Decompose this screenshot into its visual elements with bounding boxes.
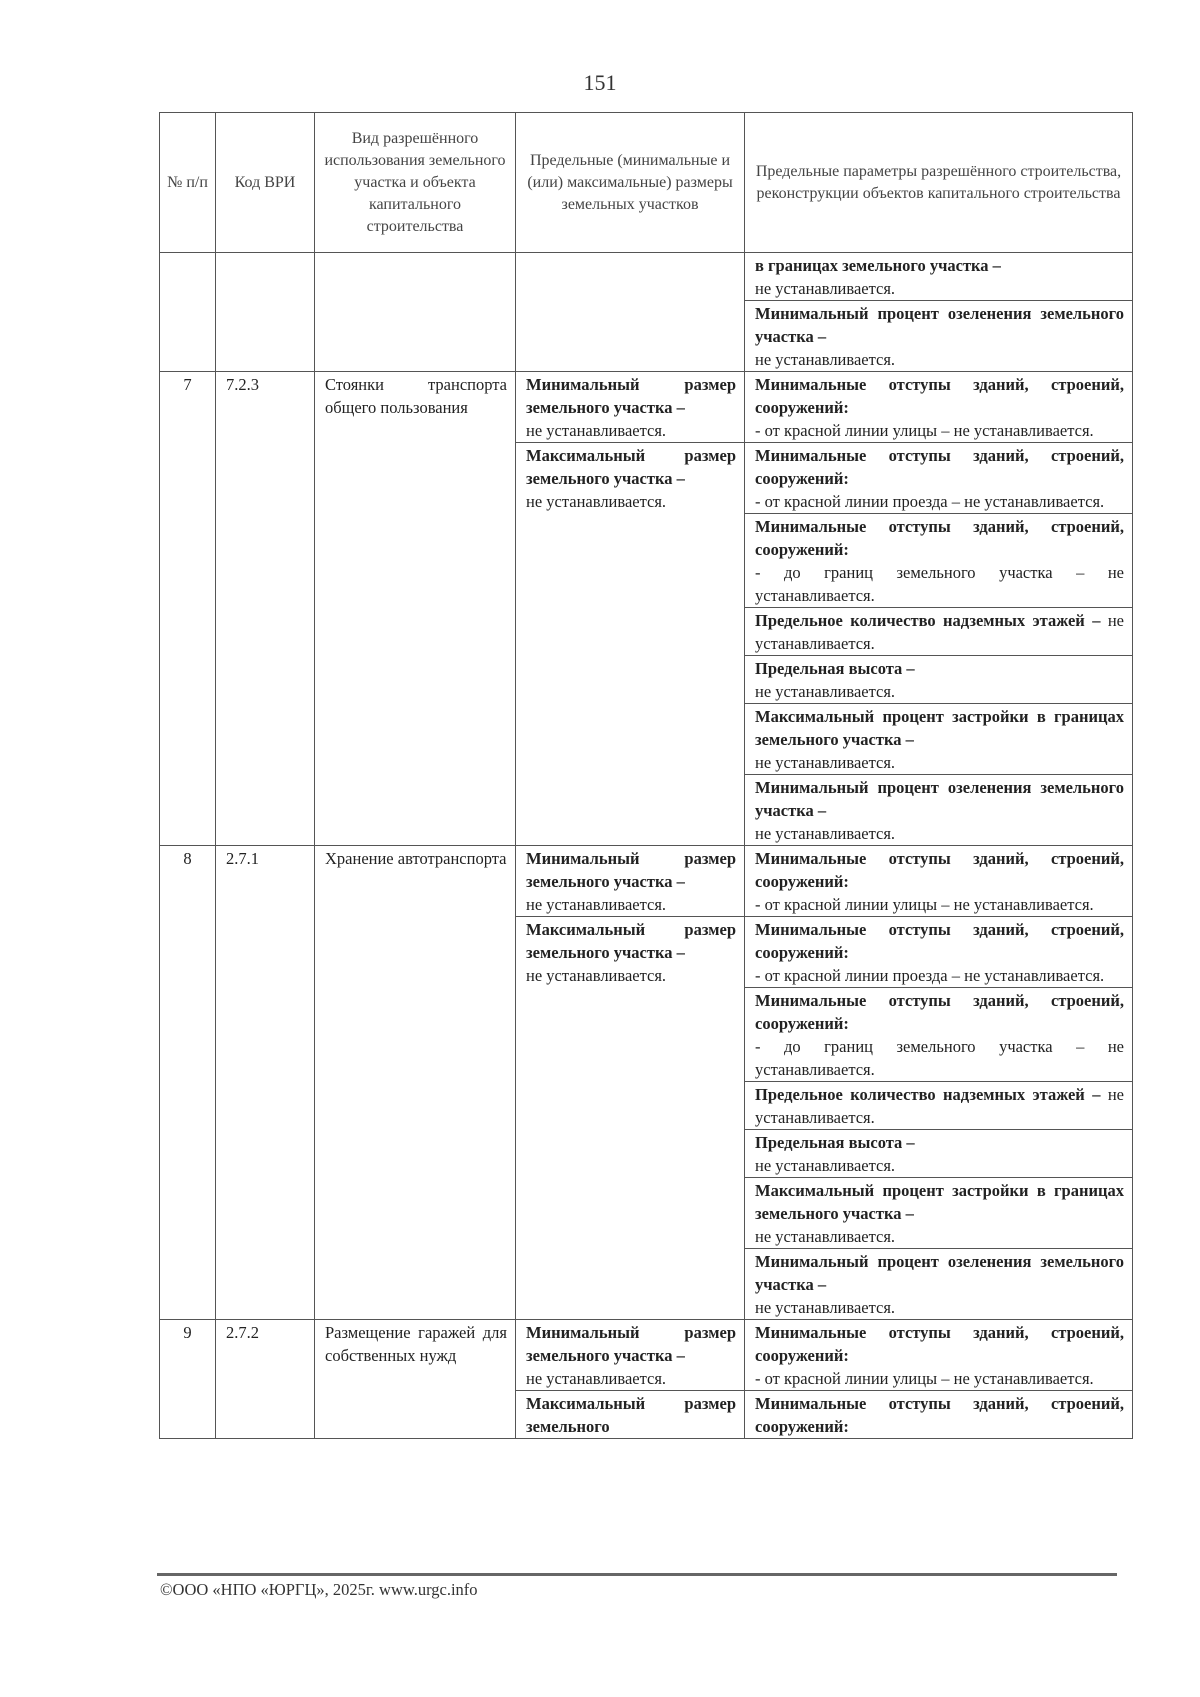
table-header-row [160, 113, 1133, 253]
param-cell: Максимальный процент застройки в границах земельного участка – не устанавливается. [745, 1178, 1133, 1249]
max-size-cell: Максимальный размер земельного [516, 1391, 745, 1439]
param-cell: Минимальный процент озеленения земельного участка – не устанавливается. [745, 775, 1133, 846]
header-size: Предельные (минимальные и (или) максимальные) размеры земельных участков [516, 113, 745, 253]
zoning-parameters-table [159, 112, 1133, 1439]
max-size-cell: Максимальный размер земельного участка – не устанавливается. [516, 917, 745, 1320]
row-num: 7 [160, 372, 216, 846]
row-name: Размещение гаражей для собственных нужд [315, 1320, 516, 1439]
param-cell: Минимальные отступы зданий, строений, сооружений: - от красной линии проезда – не устанавливается. [745, 443, 1133, 514]
row-num: 9 [160, 1320, 216, 1439]
param-cell: Максимальный процент застройки в границах земельного участка – не устанавливается. [745, 704, 1133, 775]
param-cell: Минимальные отступы зданий, строений, сооружений: [745, 1391, 1133, 1439]
param-cell: Предельная высота – не устанавливается. [745, 656, 1133, 704]
param-cell: Минимальные отступы зданий, строений, сооружений: - до границ земельного участка – не устанавливается. [745, 988, 1133, 1082]
param-cell: Предельное количество надземных этажей – не устанавливается. [745, 608, 1133, 656]
param-cell: Минимальные отступы зданий, строений, сооружений: - от красной линии улицы – не устанавливается. [745, 1320, 1133, 1391]
param-cell: Минимальный процент озеленения земельного участка – не устанавливается. [745, 1249, 1133, 1320]
row-num: 8 [160, 846, 216, 1320]
max-size-cell: Максимальный размер земельного участка – не устанавливается. [516, 443, 745, 846]
param-cell: Предельная высота – не устанавливается. [745, 1130, 1133, 1178]
row-code: 7.2.3 [216, 372, 315, 846]
page-number: 151 [583, 70, 617, 95]
row-code: 2.7.2 [216, 1320, 315, 1439]
row-name: Хранение автотранспорта [315, 846, 516, 1320]
param-cell: Минимальные отступы зданий, строений, сооружений: - от красной линии улицы – не устанавливается. [745, 372, 1133, 443]
param-cell: Минимальные отступы зданий, строений, сооружений: - от красной линии проезда – не устанавливается. [745, 917, 1133, 988]
header-kind: Вид разрешённого использования земельного участка и объекта капитального строительства [315, 113, 516, 253]
table-row [160, 1320, 1133, 1391]
row-code: 2.7.1 [216, 846, 315, 1320]
param-cell: Минимальные отступы зданий, строений, сооружений: - до границ земельного участка – не устанавливается. [745, 514, 1133, 608]
footer-copyright: ©ООО «НПО «ЮРГЦ», 2025г. www.urgc.info [160, 1580, 478, 1599]
param-cell: Минимальные отступы зданий, строений, сооружений: - от красной линии улицы – не устанавливается. [745, 846, 1133, 917]
header-params: Предельные параметры разрешённого строительства, реконструкции объектов капитального строительства [745, 113, 1133, 253]
header-code: Код ВРИ [216, 113, 315, 253]
param-cell: Минимальный процент озеленения земельного участка – не устанавливается. [745, 301, 1133, 372]
param-cell: Предельное количество надземных этажей – не устанавливается. [745, 1082, 1133, 1130]
min-size-cell: Минимальный размер земельного участка – не устанавливается. [516, 846, 745, 917]
row-name: Стоянки транспорта общего пользования [315, 372, 516, 846]
param-cell: в границах земельного участка – не устанавливается. [745, 253, 1133, 301]
footer-divider [157, 1573, 1117, 1576]
table-row [160, 253, 1133, 301]
table-row [160, 846, 1133, 917]
min-size-cell: Минимальный размер земельного участка – не устанавливается. [516, 1320, 745, 1391]
header-num: № п/п [160, 113, 216, 253]
min-size-cell: Минимальный размер земельного участка – не устанавливается. [516, 372, 745, 443]
table-row [160, 372, 1133, 443]
